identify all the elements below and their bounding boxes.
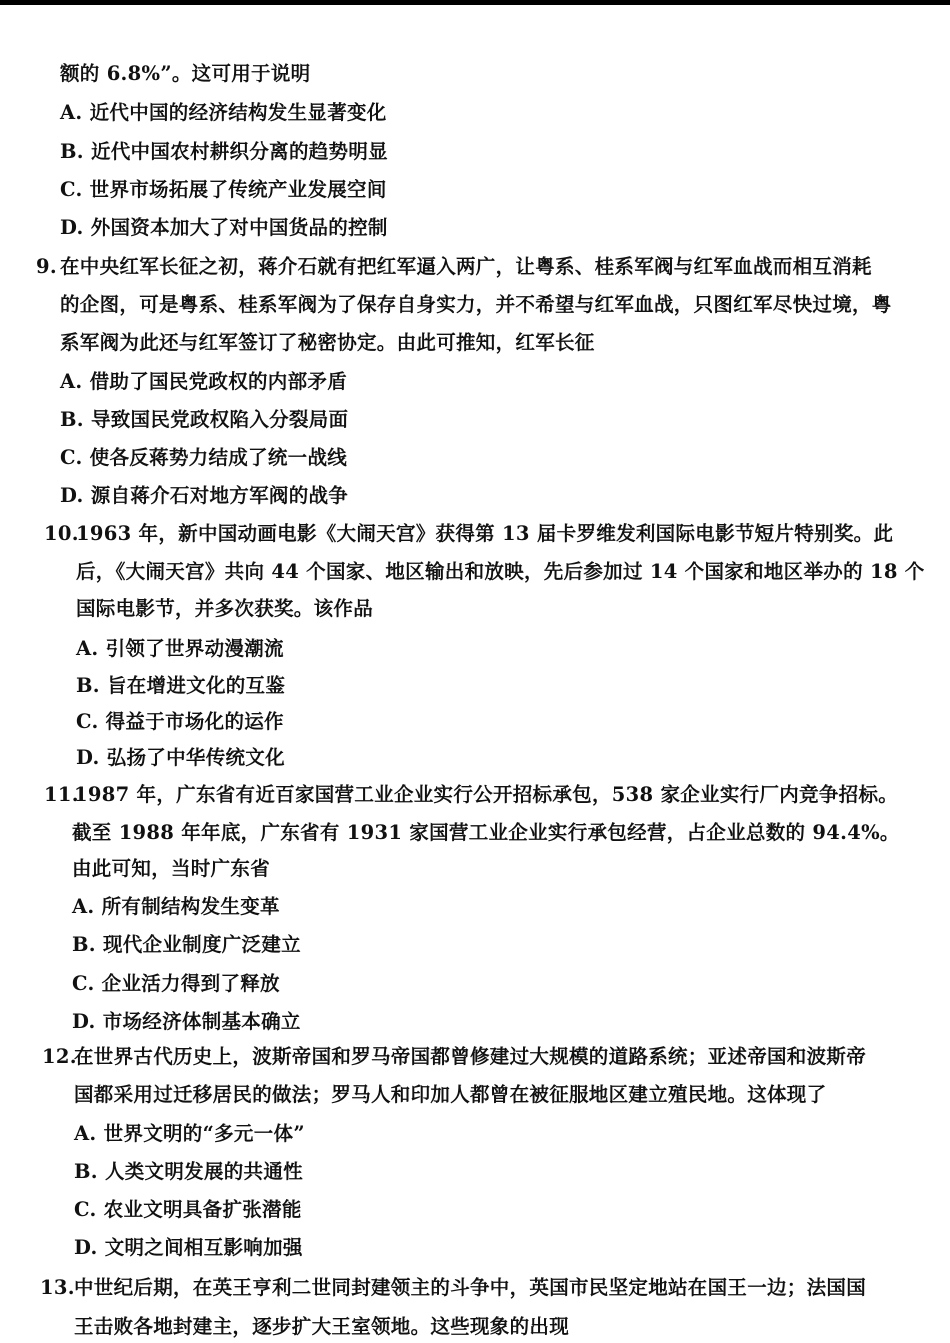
q8-stem-tail: 额的 6.8%”。这可用于说明 (60, 62, 311, 85)
q9-option-b[interactable]: B. 导致国民党政权陷入分裂局面 (60, 408, 349, 431)
q11-stem-line-1: 1987 年，广东省有近百家国营工业企业实行公开招标承包，538 家企业实行厂内竞争招标。 (74, 783, 899, 806)
q12-option-b[interactable]: B. 人类文明发展的共通性 (74, 1160, 303, 1183)
q11-stem-line-2: 截至 1988 年年底，广东省有 1931 家国营工业企业实行承包经营，占企业总数的 94.4%。 (72, 821, 900, 844)
q8-option-d[interactable]: D. 外国资本加大了对中国货品的控制 (60, 216, 388, 239)
q11-stem-line-3: 由此可知，当时广东省 (72, 857, 271, 880)
q10-option-c[interactable]: C. 得益于市场化的运作 (76, 710, 284, 733)
q12-option-a[interactable]: A. 世界文明的“多元一体” (74, 1122, 305, 1145)
q11-option-c[interactable]: C. 企业活力得到了释放 (72, 972, 280, 995)
q13-stem-line-1: 中世纪后期，在英王亨利二世同封建领主的斗争中，英国市民坚定地站在国王一边；法国国 (74, 1276, 867, 1299)
q10-option-d[interactable]: D. 弘扬了中华传统文化 (76, 746, 285, 769)
q8-option-a[interactable]: A. 近代中国的经济结构发生显著变化 (60, 101, 387, 124)
q9-stem-line-3: 系军阀为此还与红军签订了秘密协定。由此可推知，红军长征 (60, 331, 595, 354)
q9-stem-line-2: 的企图，可是粤系、桂系军阀为了保存自身实力，并不希望与红军血战，只图红军尽快过境，粤 (60, 293, 892, 316)
q13-stem-line-2: 王击败各地封建主，逐步扩大王室领地。这些现象的出现 (74, 1315, 570, 1338)
q11-option-d[interactable]: D. 市场经济体制基本确立 (72, 1010, 301, 1033)
q9-stem-line-1: 在中央红军长征之初，蒋介石就有把红军逼入两广，让粤系、桂系军阀与红军血战而相互消耗 (60, 255, 872, 278)
q12-number: 12. (42, 1045, 77, 1068)
q9-option-a[interactable]: A. 借助了国民党政权的内部矛盾 (60, 370, 348, 393)
q10-stem-line-1: 1963 年，新中国动画电影《大闹天宫》获得第 13 届卡罗维发利国际电影节短片特别奖。此 (76, 522, 894, 545)
q11-number: 11. (44, 783, 79, 806)
q12-stem-line-1: 在世界古代历史上，波斯帝国和罗马帝国都曾修建过大规模的道路系统；亚述帝国和波斯帝 (74, 1045, 867, 1068)
q10-option-a[interactable]: A. 引领了世界动漫潮流 (76, 637, 284, 660)
q12-option-d[interactable]: D. 文明之间相互影响加强 (74, 1236, 303, 1259)
q11-option-a[interactable]: A. 所有制结构发生变革 (72, 895, 280, 918)
q9-number: 9. (36, 255, 57, 278)
q12-stem-line-2: 国都采用过迁移居民的做法；罗马人和印加人都曾在被征服地区建立殖民地。这体现了 (74, 1083, 827, 1106)
q8-option-c[interactable]: C. 世界市场拓展了传统产业发展空间 (60, 178, 387, 201)
q9-option-c[interactable]: C. 使各反蒋势力结成了统一战线 (60, 446, 348, 469)
q10-stem-line-2: 后，《大闹天宫》共向 44 个国家、地区输出和放映，先后参加过 14 个国家和地区举办的 18 个 (76, 560, 925, 583)
q8-option-b[interactable]: B. 近代中国农村耕织分离的趋势明显 (60, 140, 388, 163)
q13-number: 13. (40, 1276, 75, 1299)
q12-option-c[interactable]: C. 农业文明具备扩张潜能 (74, 1198, 302, 1221)
q10-option-b[interactable]: B. 旨在增进文化的互鉴 (76, 674, 286, 697)
q11-option-b[interactable]: B. 现代企业制度广泛建立 (72, 933, 301, 956)
q10-number: 10. (44, 522, 79, 545)
q9-option-d[interactable]: D. 源自蒋介石对地方军阀的战争 (60, 484, 349, 507)
q10-stem-line-3: 国际电影节，并多次获奖。该作品 (76, 597, 374, 620)
